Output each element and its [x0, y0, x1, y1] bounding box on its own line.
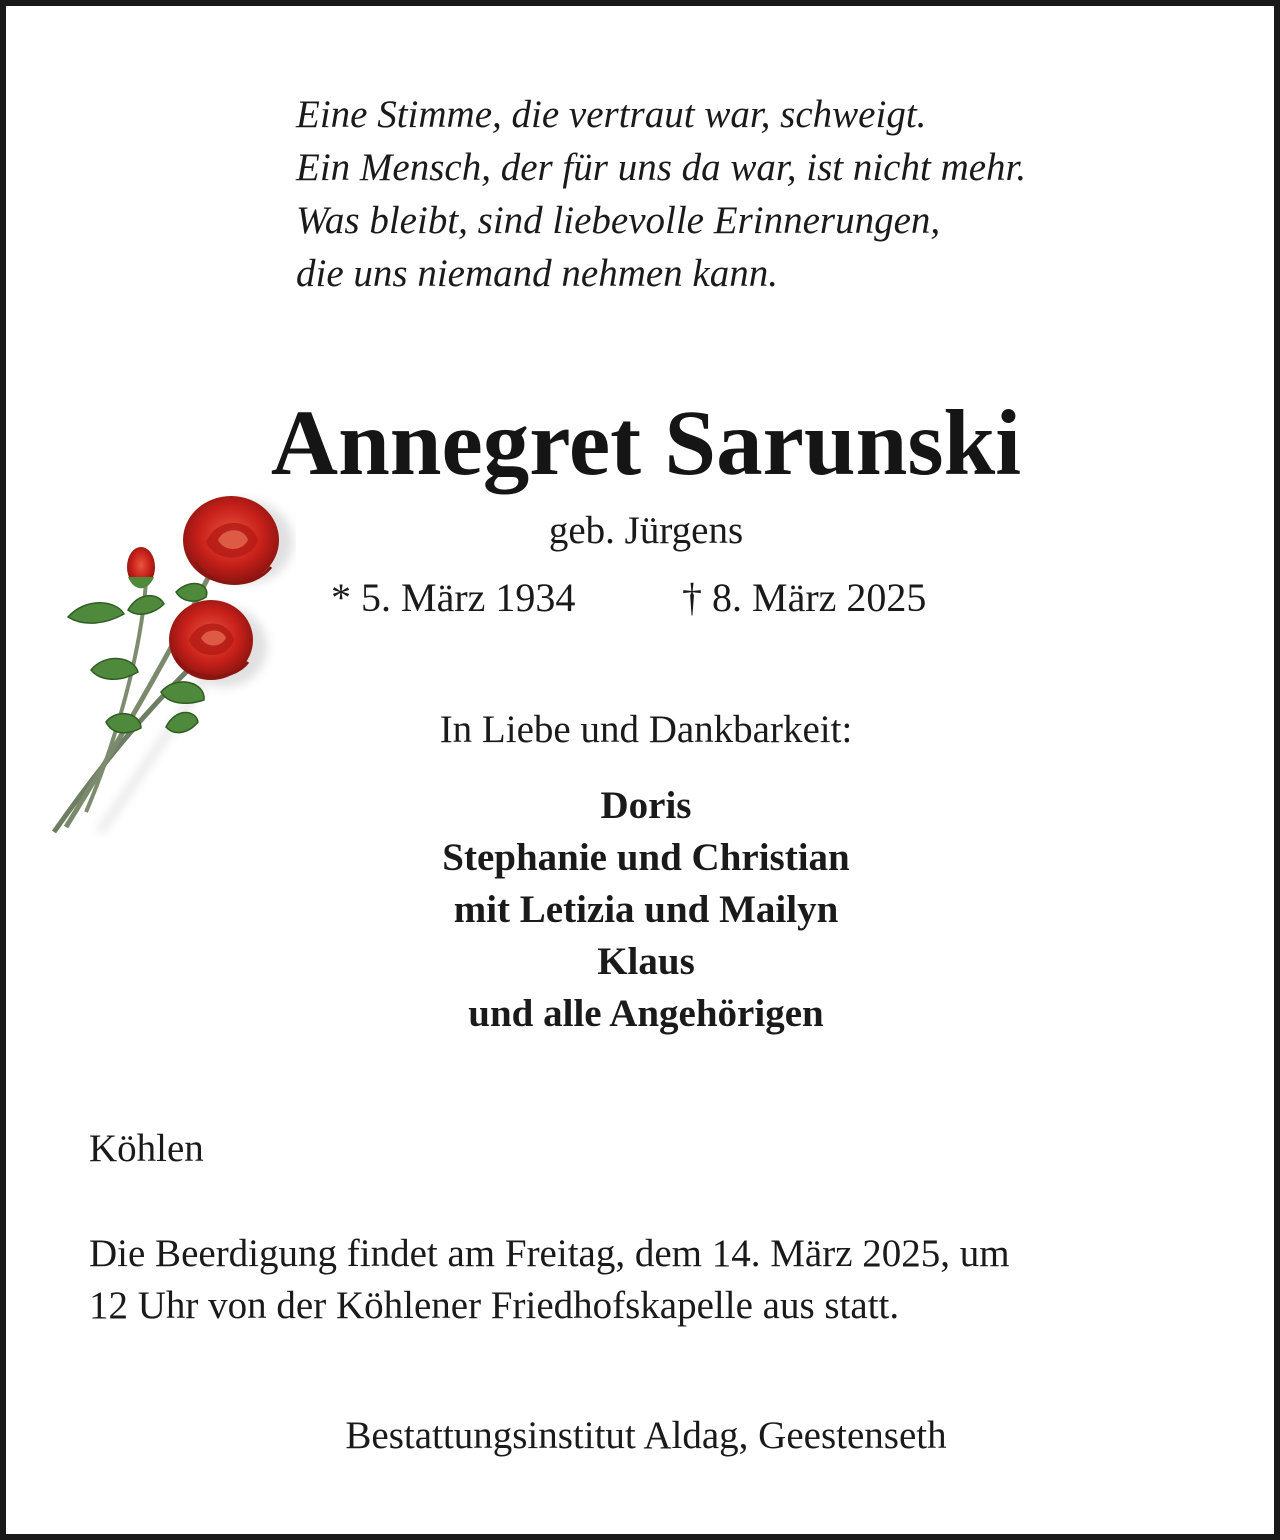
mourner: und alle Angehörigen	[468, 992, 824, 1035]
birth-date: * 5. März 1934	[331, 575, 576, 620]
place: Köhlen	[89, 1127, 204, 1170]
mourner: mit Letizia und Mailyn	[453, 888, 839, 931]
mourner: Klaus	[597, 940, 695, 983]
thanks-line: In Liebe und Dankbarkeit:	[439, 708, 853, 751]
death-date: † 8. März 2025	[682, 575, 927, 620]
deceased-name: Annegret Sarunski	[270, 392, 1022, 495]
funeral-line: 12 Uhr von der Köhlener Friedhofskapelle aus statt.	[89, 1284, 900, 1327]
poem-line: die uns niemand nehmen kann.	[296, 252, 778, 295]
poem-line: Was bleibt, sind liebevolle Erinnerungen,	[296, 199, 941, 242]
funeral-line: Die Beerdigung findet am Freitag, dem 14. März 2025, um	[89, 1232, 1010, 1275]
poem-line: Eine Stimme, die vertraut war, schweigt.	[296, 93, 927, 136]
birth-name: geb. Jürgens	[548, 509, 744, 552]
mourners-list	[6, 780, 1280, 1040]
mourner: Doris	[600, 784, 692, 827]
poem-line: Ein Mensch, der für uns da war, ist nicht mehr.	[296, 146, 1027, 189]
mourner: Stephanie und Christian	[442, 836, 850, 879]
poem	[296, 88, 1026, 300]
funeral-notice	[89, 1228, 1219, 1332]
undertaker: Bestattungsinstitut Aldag, Geestenseth	[345, 1414, 947, 1457]
